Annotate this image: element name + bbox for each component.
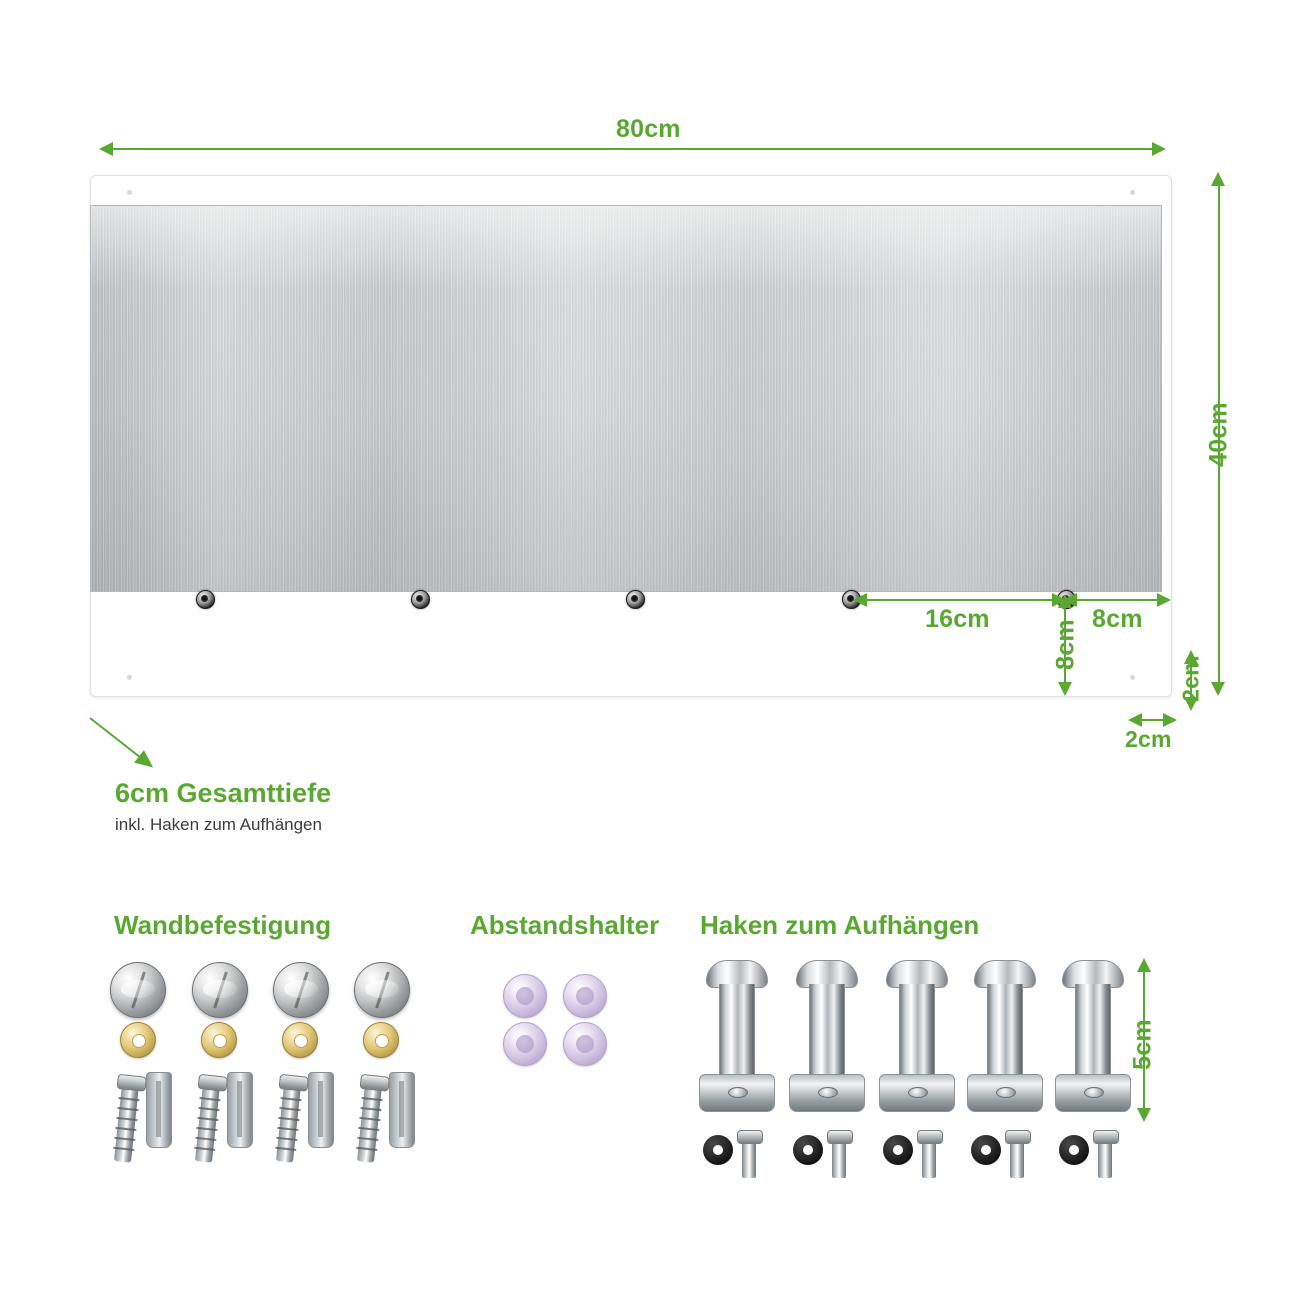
spacer-pad-icon <box>503 1022 547 1066</box>
spacer-pad-icon <box>563 1022 607 1066</box>
brass-washer-icon <box>120 1022 156 1058</box>
board-corner-dot <box>1130 675 1135 680</box>
black-washer-icon <box>793 1135 823 1165</box>
brass-washer-icon <box>201 1022 237 1058</box>
inset-right-label: 2cm <box>1125 726 1172 752</box>
height-label: 40cm <box>1204 402 1233 467</box>
brass-washer-icon <box>363 1022 399 1058</box>
screw-head-icon <box>273 962 329 1018</box>
section-title-abstandshalter: Abstandshalter <box>470 910 660 940</box>
black-washer-icon <box>971 1135 1001 1165</box>
black-washer-icon <box>883 1135 913 1165</box>
hook-mount-point <box>626 590 645 609</box>
width-label: 80cm <box>616 115 681 143</box>
chrome-hook-icon <box>965 960 1043 1112</box>
chrome-hook-icon <box>697 960 775 1112</box>
chrome-hook-icon <box>877 960 955 1112</box>
screw-head-icon <box>354 962 410 1018</box>
hook-height-arrow-up <box>1137 958 1151 972</box>
screw-head-icon <box>192 962 248 1018</box>
hook-height-arrow-down <box>1137 1108 1151 1122</box>
section-title-wandbefestigung: Wandbefestigung <box>114 910 332 940</box>
hook-bottom-offset-label: 8cm <box>1051 619 1080 670</box>
hook-spacing-arrow-left <box>853 593 867 607</box>
hook-edge-offset-arrow-right <box>1157 593 1171 607</box>
spacer-pad-icon <box>563 974 607 1018</box>
black-washer-icon <box>703 1135 733 1165</box>
width-arrow-right <box>1152 142 1166 156</box>
board-corner-dot <box>127 190 132 195</box>
chrome-hook-icon <box>787 960 865 1112</box>
hook-edge-offset-line <box>1070 599 1168 601</box>
screw-head-icon <box>110 962 166 1018</box>
hook-height-label: 5cm <box>1128 1019 1157 1070</box>
hook-mount-point <box>411 590 430 609</box>
depth-note <box>115 778 535 835</box>
chrome-hook-icon <box>1053 960 1131 1112</box>
hook-edge-offset-label: 8cm <box>1092 605 1143 633</box>
inset-right-arrow-left <box>1128 713 1142 727</box>
brushed-steel-panel <box>90 205 1162 592</box>
hook-bottom-offset-arrow-up <box>1058 594 1072 608</box>
inset-bottom-label: 2cm <box>1177 655 1204 702</box>
depth-subtitle: inkl. Haken zum Aufhängen <box>115 815 322 834</box>
hook-mount-point <box>196 590 215 609</box>
brass-washer-icon <box>282 1022 318 1058</box>
section-title-haken: Haken zum Aufhängen <box>700 910 980 940</box>
hook-spacing-label: 16cm <box>925 605 990 633</box>
hook-spacing-line <box>858 599 1063 601</box>
inset-right-arrow-right <box>1163 713 1177 727</box>
spacer-pad-icon <box>503 974 547 1018</box>
height-arrow-down <box>1211 682 1225 696</box>
hook-bottom-offset-arrow-down <box>1058 682 1072 696</box>
black-washer-icon <box>1059 1135 1089 1165</box>
height-arrow-up <box>1211 172 1225 186</box>
board-corner-dot <box>1130 190 1135 195</box>
width-arrow-left <box>99 142 113 156</box>
board-corner-dot <box>127 675 132 680</box>
depth-title: 6cm Gesamttiefe <box>115 778 332 808</box>
width-dimension-line <box>104 148 1164 150</box>
